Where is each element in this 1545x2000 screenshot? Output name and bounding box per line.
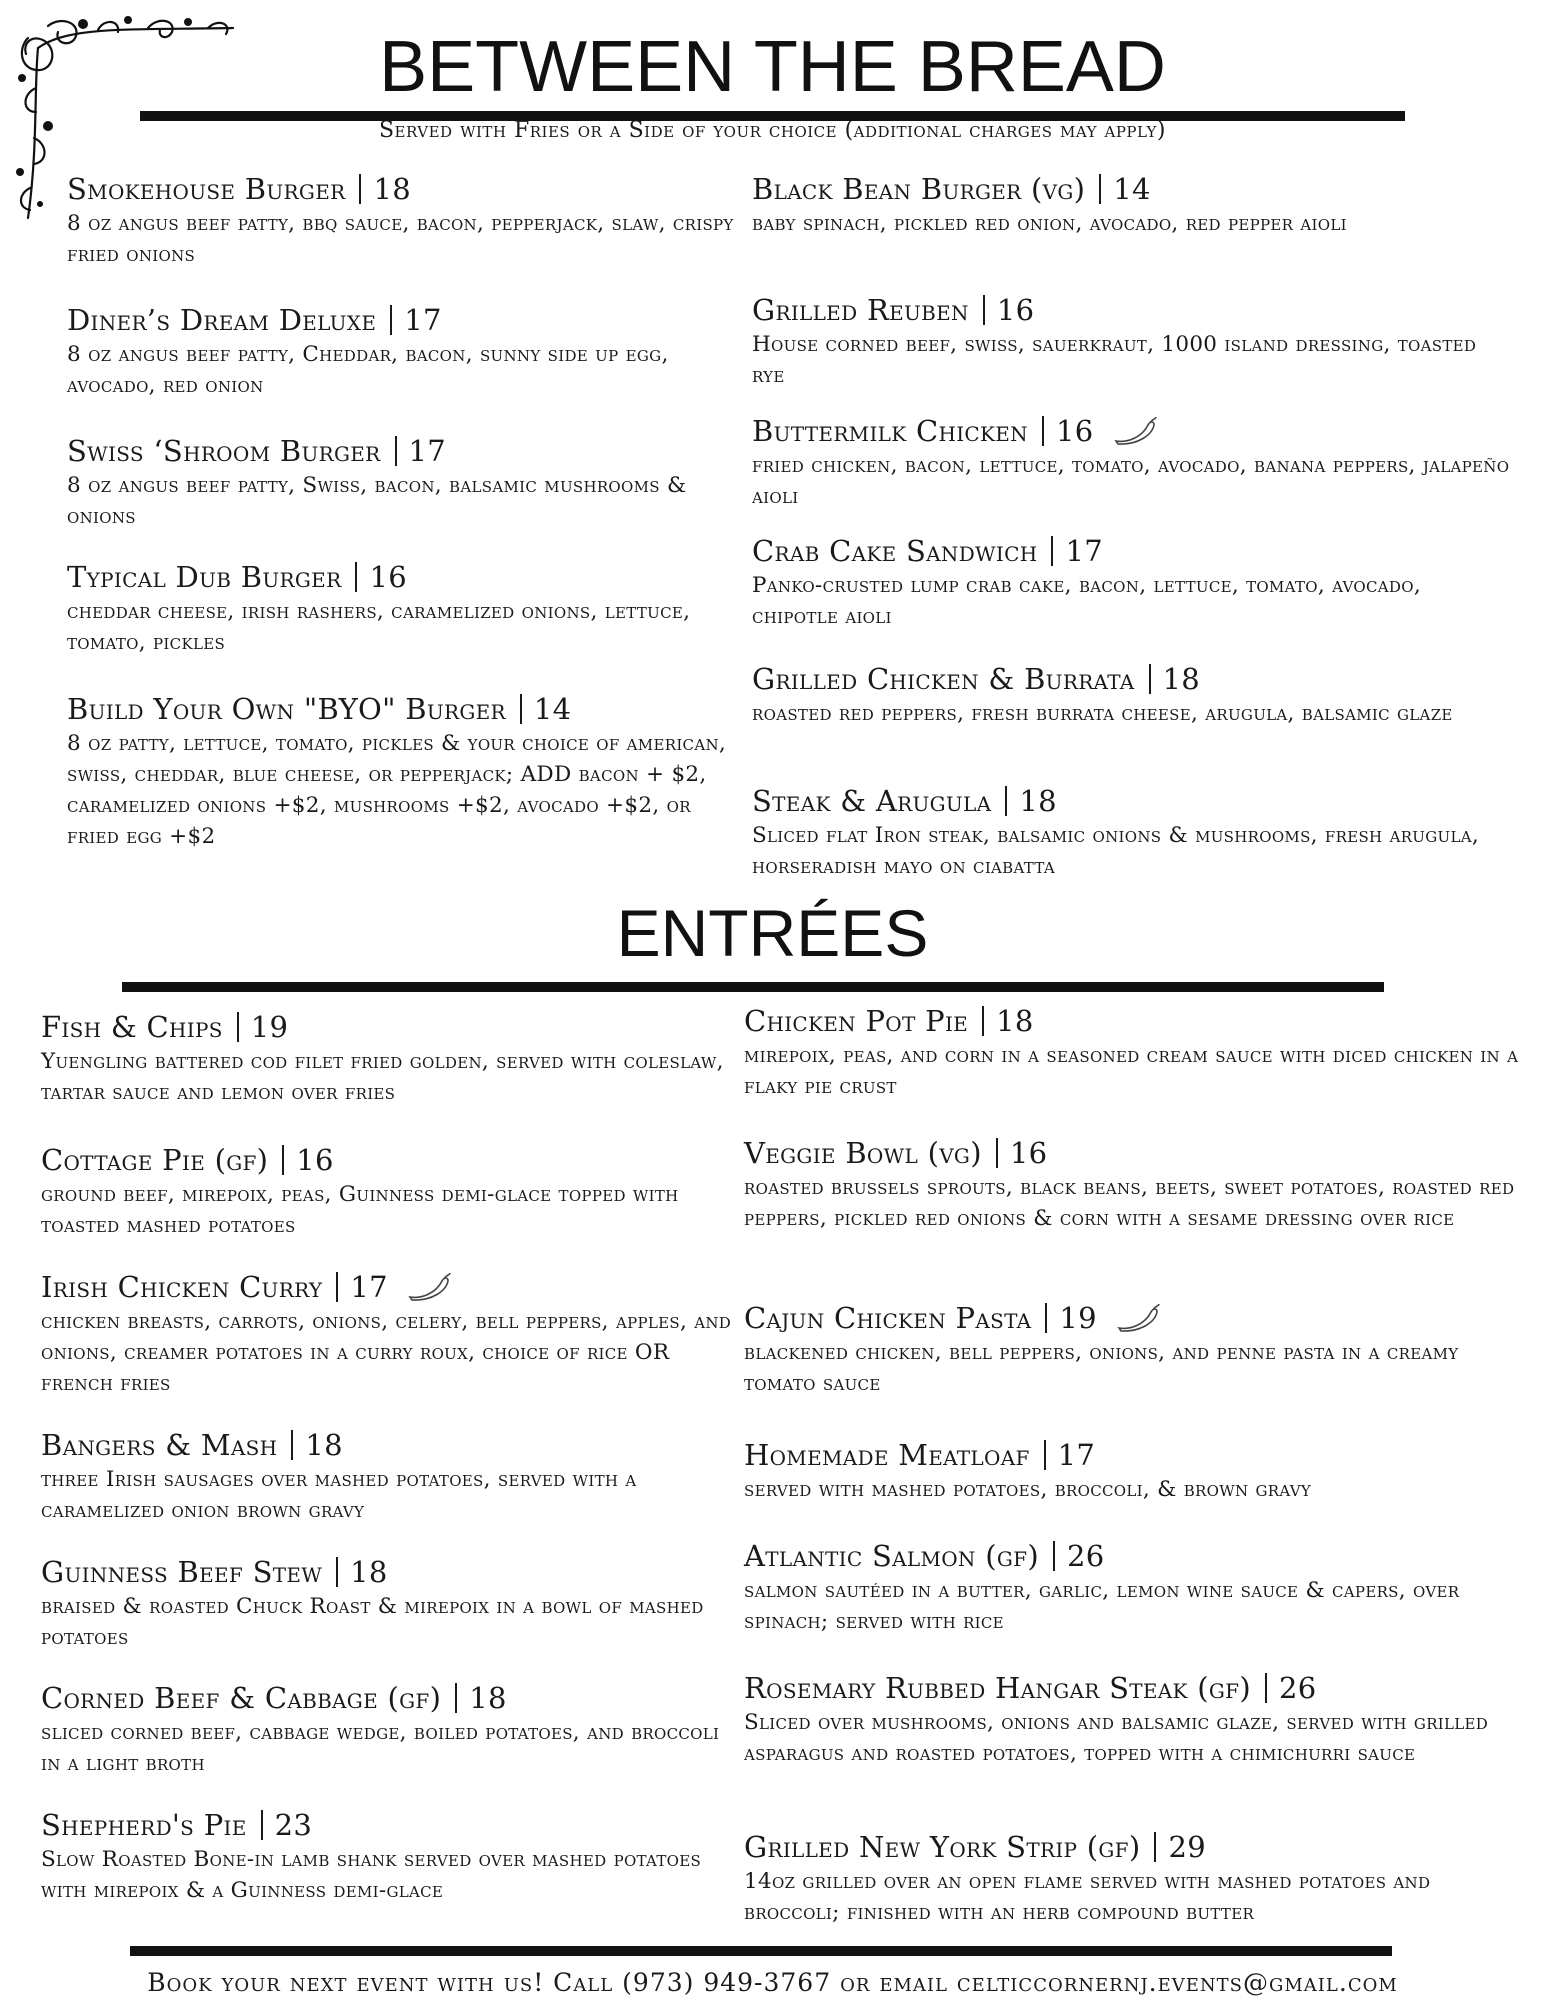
menu-item xyxy=(744,1301,1524,1399)
section-title-between-the-bread: BETWEEN THE BREAD xyxy=(379,27,1166,107)
item-price: 23 xyxy=(274,1808,313,1842)
item-description: 8 oz angus beef patty, bbq sauce, bacon, pepperjack, slaw, crispy fried onions xyxy=(67,211,734,267)
item-description: Yuengling battered cod filet fried golden, served with coleslaw, tartar sauce and lemon over fries xyxy=(41,1049,724,1105)
menu-item xyxy=(744,1539,1524,1637)
menu-item xyxy=(744,1438,1524,1505)
item-description: mirepoix, peas, and corn in a seasoned cream sauce with diced chicken in a flaky pie crust xyxy=(744,1043,1519,1099)
item-name: Steak & Arugula xyxy=(752,784,992,818)
item-description: House corned beef, swiss, sauerkraut, 1000 island dressing, toasted rye xyxy=(752,332,1477,388)
footer-contact: Book your next event with us! Call (973) 949-3767 or email celticcornernj.events@gmail.com xyxy=(147,1968,1398,1997)
menu-item xyxy=(744,1671,1524,1769)
menu-item xyxy=(752,784,1512,882)
item-description: Sliced over mushrooms, onions and balsamic glaze, served with grilled asparagus and roasted potatoes, topped with a chimichurri sauce xyxy=(744,1710,1489,1766)
item-name: Bangers & Mash xyxy=(41,1428,278,1462)
item-name: Crab Cake Sandwich xyxy=(752,534,1038,568)
chili-pepper-icon xyxy=(406,1273,452,1303)
item-name: Grilled Reuben xyxy=(752,293,969,327)
menu-item xyxy=(41,1681,741,1779)
menu-item xyxy=(67,303,747,401)
item-price: 17 xyxy=(350,1270,388,1304)
item-price: 16 xyxy=(369,560,407,594)
item-description: chicken breasts, carrots, onions, celery, bell peppers, apples, and onions, creamer potatoes in a curry roux, choice of rice OR french fries xyxy=(41,1309,732,1396)
item-price: 18 xyxy=(1162,662,1201,696)
item-description: roasted red peppers, fresh burrata cheese, arugula, balsamic glaze xyxy=(752,701,1453,726)
menu-item xyxy=(41,1270,741,1399)
item-price: 17 xyxy=(404,303,442,337)
item-name: Fish & Chips xyxy=(41,1010,223,1044)
item-name: Build Your Own "BYO" Burger xyxy=(67,692,506,726)
item-description: served with mashed potatoes, broccoli, & brown gravy xyxy=(744,1477,1312,1502)
item-price: 18 xyxy=(1019,784,1057,818)
menu-item xyxy=(41,1143,741,1241)
item-price: 16 xyxy=(996,293,1035,327)
item-name: Corned Beef & Cabbage (gf) xyxy=(41,1681,442,1715)
item-description: ground beef, mirepoix, peas, Guinness demi-glace topped with toasted mashed potatoes xyxy=(41,1182,679,1238)
item-name: Chicken Pot Pie xyxy=(744,1004,969,1038)
menu-item xyxy=(41,1555,741,1653)
chili-pepper-icon xyxy=(1115,1304,1161,1334)
item-description: Panko-crusted lump crab cake, bacon, lettuce, tomato, avocado, chipotle aioli xyxy=(752,573,1421,629)
section-title-entrees: ENTRÉES xyxy=(616,896,929,970)
item-name: Black Bean Burger (vg) xyxy=(752,172,1086,206)
item-name: Grilled New York Strip (gf) xyxy=(744,1830,1141,1864)
divider xyxy=(130,1946,1392,1956)
item-name: Homemade Meatloaf xyxy=(744,1438,1030,1472)
menu-item xyxy=(67,560,747,658)
item-price: 17 xyxy=(408,434,447,468)
item-name: Diner’s Dream Deluxe xyxy=(67,303,377,337)
item-description: salmon sautéed in a butter, garlic, lemon wine sauce & capers, over spinach; served with rice xyxy=(744,1578,1460,1634)
menu-item xyxy=(41,1808,741,1906)
divider xyxy=(122,982,1384,992)
item-price: 29 xyxy=(1168,1830,1206,1864)
menu-item xyxy=(752,534,1512,632)
item-price: 16 xyxy=(1055,414,1094,448)
item-name: Swiss ‘Shroom Burger xyxy=(67,434,381,468)
menu-item xyxy=(752,414,1512,512)
item-name: Guinness Beef Stew xyxy=(41,1555,323,1589)
item-name: Atlantic Salmon (gf) xyxy=(744,1539,1039,1573)
item-price: 18 xyxy=(350,1555,388,1589)
item-price: 19 xyxy=(250,1010,289,1044)
item-description: 14oz grilled over an open flame served with mashed potatoes and broccoli; finished with an herb compound butter xyxy=(744,1869,1431,1925)
item-description: sliced corned beef, cabbage wedge, boiled potatoes, and broccoli in a light broth xyxy=(41,1720,720,1776)
item-price: 18 xyxy=(373,172,411,206)
item-description: three Irish sausages over mashed potatoes, served with a caramelized onion brown gravy xyxy=(41,1467,637,1523)
item-name: Cajun Chicken Pasta xyxy=(744,1301,1032,1335)
item-name: Cottage Pie (gf) xyxy=(41,1143,269,1177)
item-name: Veggie Bowl (vg) xyxy=(744,1136,982,1170)
item-description: braised & roasted Chuck Roast & mirepoix in a bowl of mashed potatoes xyxy=(41,1594,704,1650)
item-description: Slow Roasted Bone-in lamb shank served over mashed potatoes with mirepoix & a Guinness demi-glace xyxy=(41,1847,702,1903)
item-name: Shepherd's Pie xyxy=(41,1808,247,1842)
menu-item xyxy=(752,293,1512,391)
item-price: 17 xyxy=(1065,534,1103,568)
menu-item xyxy=(67,172,747,270)
item-name: Smokehouse Burger xyxy=(67,172,346,206)
item-name: Irish Chicken Curry xyxy=(41,1270,323,1304)
item-description: Sliced flat Iron steak, balsamic onions & mushrooms, fresh arugula, horseradish mayo on ciabatta xyxy=(752,823,1479,879)
menu-item xyxy=(744,1004,1524,1102)
item-price: 18 xyxy=(469,1681,507,1715)
item-description: blackened chicken, bell peppers, onions, and penne pasta in a creamy tomato sauce xyxy=(744,1340,1459,1396)
item-description: 8 oz angus beef patty, Cheddar, bacon, sunny side up egg, avocado, red onion xyxy=(67,342,669,398)
item-description: fried chicken, bacon, lettuce, tomato, avocado, banana peppers, jalapeño aioli xyxy=(752,453,1510,509)
menu-item xyxy=(67,692,747,852)
item-name: Rosemary Rubbed Hangar Steak (gf) xyxy=(744,1671,1251,1705)
menu-item xyxy=(744,1830,1524,1928)
item-price: 18 xyxy=(305,1428,343,1462)
item-price: 16 xyxy=(1009,1136,1048,1170)
item-name: Typical Dub Burger xyxy=(67,560,342,594)
item-description: cheddar cheese, irish rashers, caramelized onions, lettuce, tomato, pickles xyxy=(67,599,691,655)
item-price: 26 xyxy=(1066,1539,1105,1573)
item-price: 17 xyxy=(1057,1438,1096,1472)
menu-item xyxy=(752,172,1512,239)
menu-item xyxy=(67,434,747,532)
menu-item xyxy=(41,1428,741,1526)
item-description: baby spinach, pickled red onion, avocado, red pepper aioli xyxy=(752,211,1347,236)
section-subtitle: Served with Fries or a Side of your choice (additional charges may apply) xyxy=(378,118,1166,143)
chili-pepper-icon xyxy=(1112,417,1158,447)
item-description: roasted brussels sprouts, black beans, beets, sweet potatoes, roasted red peppers, pickled red onions & corn with a sesame dressing over rice xyxy=(744,1175,1515,1231)
menu-item xyxy=(41,1010,741,1108)
item-description: 8 oz angus beef patty, Swiss, bacon, balsamic mushrooms & onions xyxy=(67,473,687,529)
item-description: 8 oz patty, lettuce, tomato, pickles & your choice of american, swiss, cheddar, blue cheese, or pepperjack; ADD bacon + $2, caramelized onions +$2, mushrooms +$2, avocado +$2, or fried egg +$2 xyxy=(67,731,727,849)
item-price: 19 xyxy=(1059,1301,1097,1335)
item-name: Grilled Chicken & Burrata xyxy=(752,662,1135,696)
item-price: 26 xyxy=(1278,1671,1317,1705)
item-price: 14 xyxy=(1113,172,1151,206)
item-name: Buttermilk Chicken xyxy=(752,414,1028,448)
item-price: 16 xyxy=(296,1143,334,1177)
menu-item xyxy=(752,662,1512,729)
item-price: 18 xyxy=(996,1004,1034,1038)
menu-item xyxy=(744,1136,1524,1234)
item-price: 14 xyxy=(533,692,572,726)
